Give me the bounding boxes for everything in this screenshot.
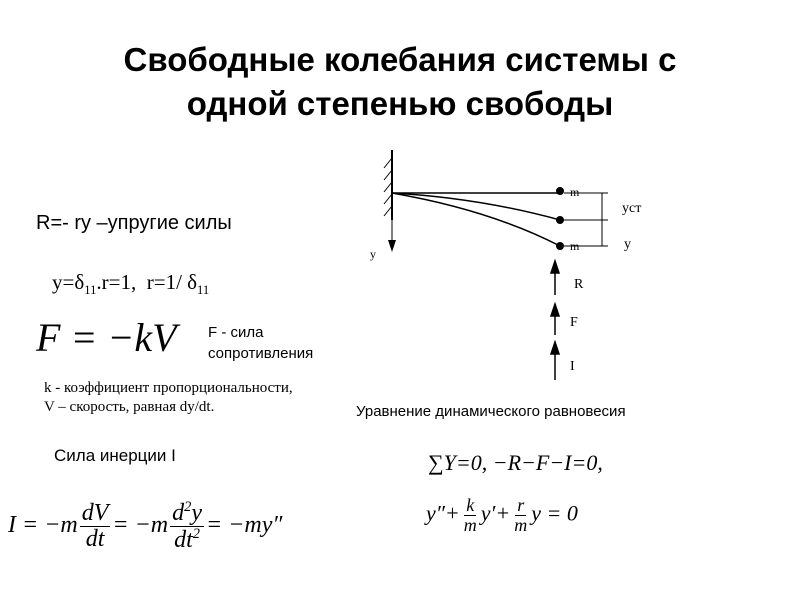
label-R: R xyxy=(574,277,584,292)
inertia-formula: I = −m $\frac{dV}{dt}$ = −m $\frac{d^2y}{dt^2}$ = −my″ xyxy=(8,499,283,554)
resistance-label-line-2: сопротивления xyxy=(208,345,314,362)
equilibrium-label: Уравнение динамического равновесия xyxy=(356,403,626,420)
slide-title-line-1: Свободные колебания системы с xyxy=(123,41,677,78)
mass-bottom xyxy=(556,242,564,250)
ode-formula: y″+ $\frac{k}{m}$ y′+ $\frac{r}{m}$ y = 0 xyxy=(426,495,578,535)
y-axis-arrow xyxy=(388,240,396,252)
label-yct: yст xyxy=(622,201,642,216)
coefficient-note-k: k - коэффициент пропорциональности, xyxy=(44,380,293,396)
mass-middle xyxy=(556,216,564,224)
elastic-force-text: R=- ry –упругие силы xyxy=(36,212,232,234)
coefficient-note xyxy=(44,379,293,417)
wall-hatch xyxy=(384,158,392,216)
cantilever-diagram xyxy=(340,140,680,390)
sum-formula: ∑Y=0, −R−F−I=0, xyxy=(428,450,603,475)
label-F: F xyxy=(570,315,578,330)
label-y-left: y xyxy=(370,247,376,261)
label-y-right: y xyxy=(624,237,631,252)
coefficient-note-v: V – скорость, равная dy/dt. xyxy=(44,399,215,415)
mass-top xyxy=(556,187,564,195)
deflection-equation: $y=\delta_{11}.r=1$, r=1/ $\delta_{11}$ xyxy=(52,270,210,298)
force-I-arrow xyxy=(551,342,559,380)
inertia-label: Сила инерции I xyxy=(54,446,176,465)
beam-dynamic-deflection xyxy=(392,193,560,246)
force-F-arrow xyxy=(551,304,559,335)
resistance-label xyxy=(208,322,313,364)
slide-title-line-2: одной степенью свободы xyxy=(186,85,614,122)
label-m-top: m xyxy=(570,185,580,199)
slide-title xyxy=(0,38,800,126)
resistance-formula: F = −kV xyxy=(36,315,177,360)
resistance-label-line-1: F - сила xyxy=(208,324,264,341)
label-m-bottom: m xyxy=(570,239,580,253)
force-R-arrow xyxy=(551,261,559,295)
label-I: I xyxy=(570,359,575,374)
